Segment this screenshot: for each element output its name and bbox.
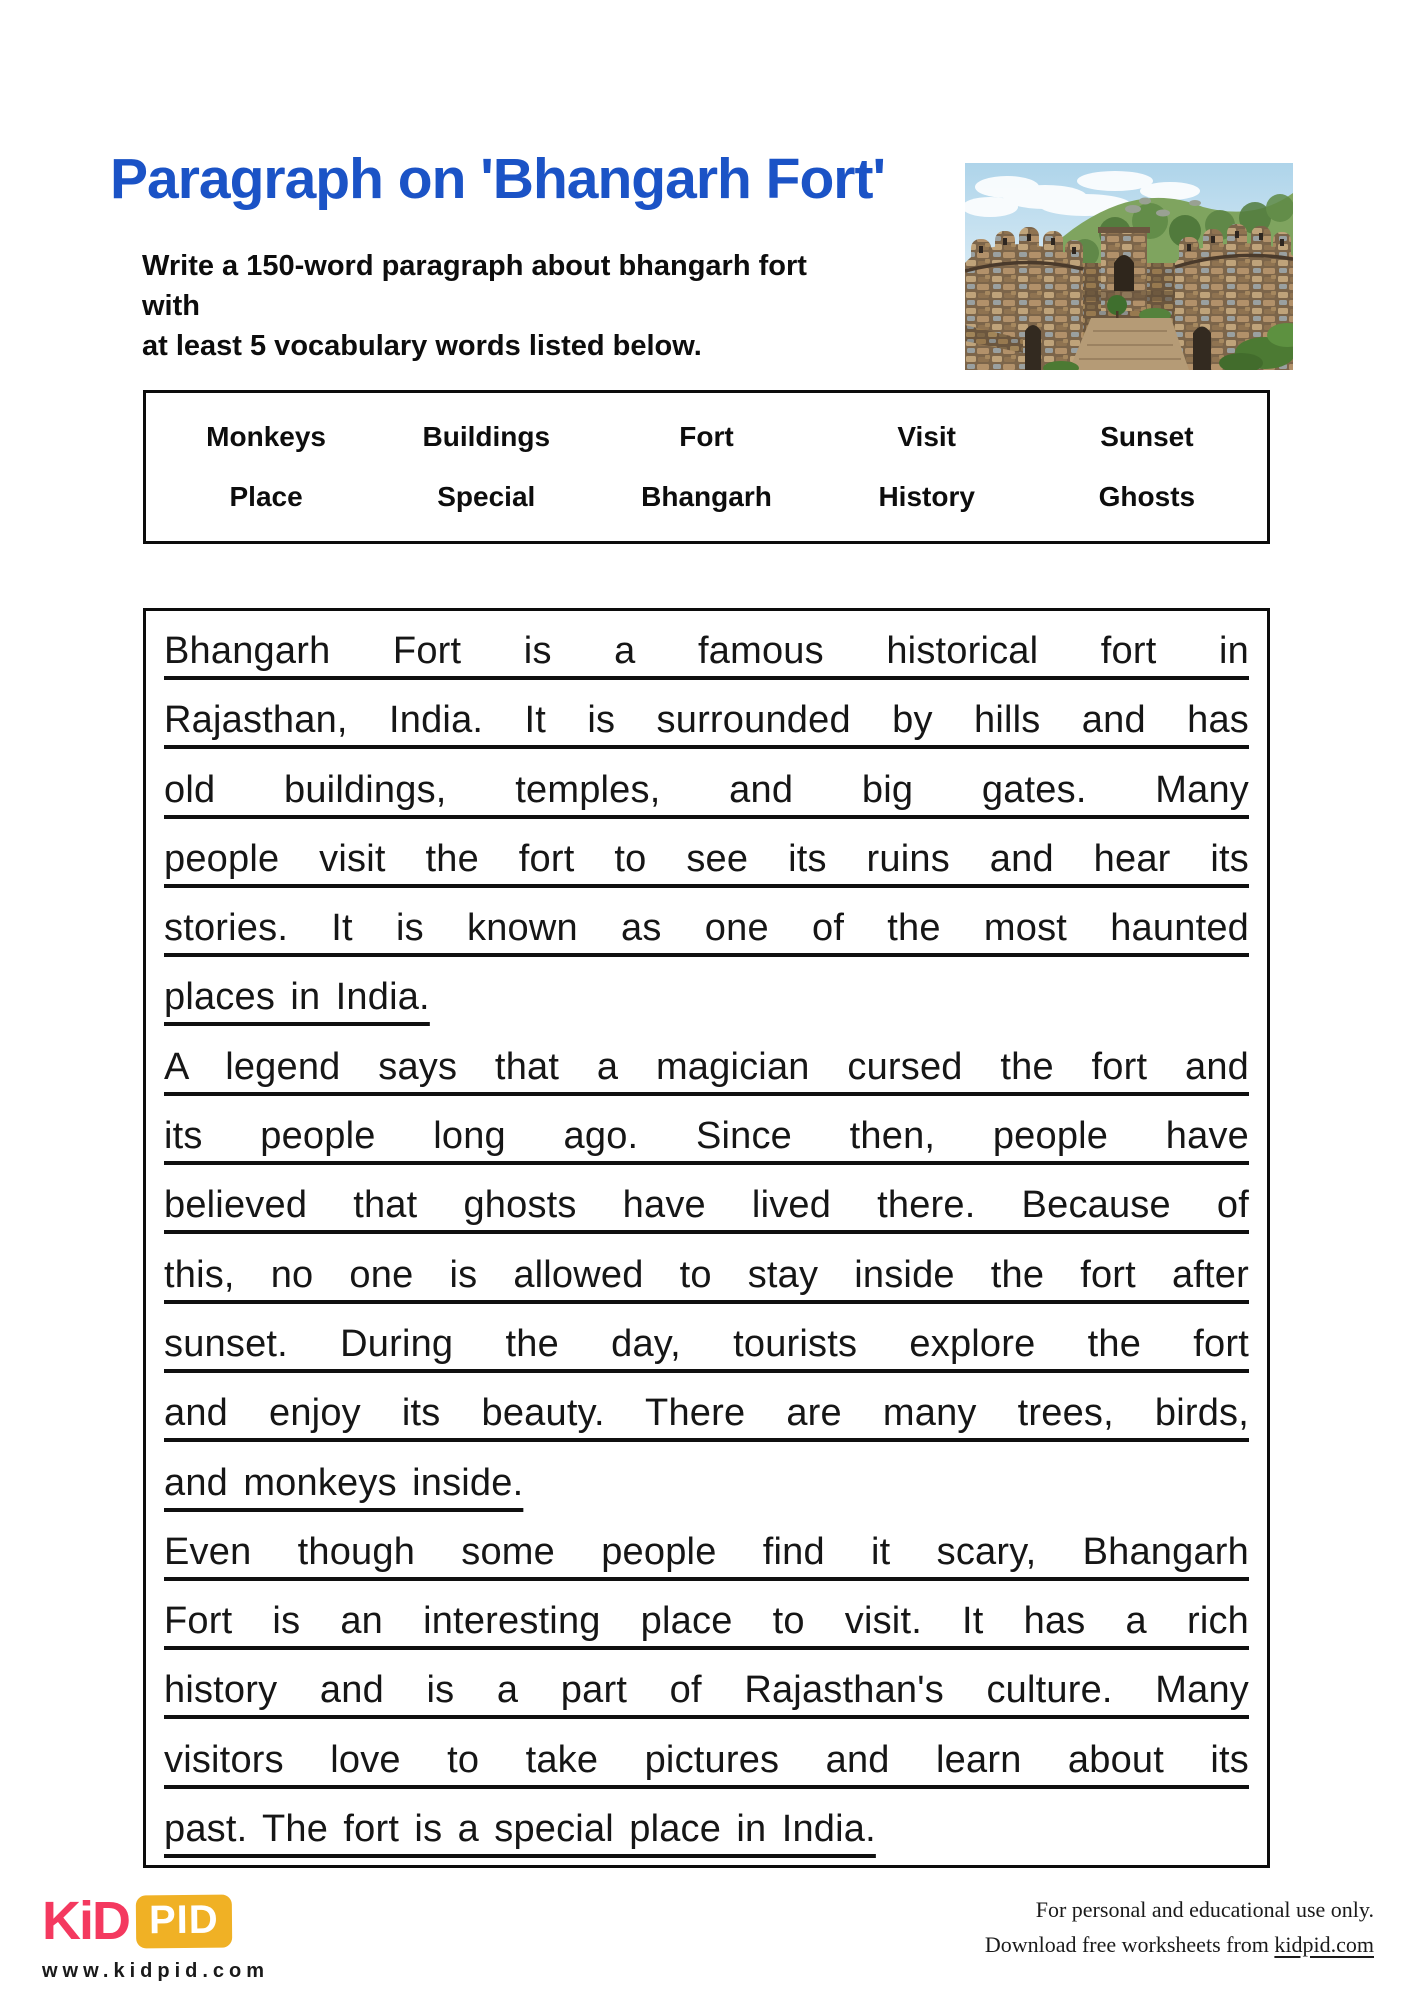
paragraph-line: and monkeys inside. xyxy=(164,1461,524,1504)
paragraph-line: places in India. xyxy=(164,976,430,1019)
vocab-word: Place xyxy=(229,481,303,512)
paragraph-writing-box xyxy=(143,608,1270,1868)
paragraph-line: visitors love to take pictures and learn about its xyxy=(164,1738,1249,1781)
paragraph-line: believed that ghosts have lived there. Because of xyxy=(164,1184,1249,1227)
paragraph-line: old buildings, temples, and big gates. Many xyxy=(164,768,1249,811)
paragraph-line: and enjoy its beauty. There are many trees, birds, xyxy=(164,1392,1249,1435)
paragraph-line: Even though some people find it scary, Bhangarh xyxy=(164,1530,1249,1573)
vocab-word: Sunset xyxy=(1100,421,1194,452)
vocab-word: Fort xyxy=(679,421,734,452)
paragraph-line: Fort is an interesting place to visit. It has a rich xyxy=(164,1600,1249,1643)
bhangarh-fort-photo xyxy=(965,163,1293,370)
paragraph-line: A legend says that a magician cursed the fort and xyxy=(164,1045,1249,1088)
paragraph-line: history and is a part of Rajasthan's culture. Many xyxy=(164,1669,1249,1712)
paragraph-line: past. The fort is a special place in India. xyxy=(164,1808,876,1851)
instructions xyxy=(142,246,862,366)
usage-note-line-2: Download free worksheets from kidpid.com xyxy=(984,1932,1374,1957)
paragraph-line: sunset. During the day, tourists explore the fort xyxy=(164,1322,1249,1365)
vocab-word: Buildings xyxy=(422,421,551,452)
vocab-word: History xyxy=(878,481,975,512)
paragraph-line: Rajasthan, India. It is surrounded by hills and has xyxy=(164,699,1249,742)
paragraph-line: its people long ago. Since then, people have xyxy=(164,1115,1249,1158)
vocab-word: Bhangarh xyxy=(641,481,772,512)
instruction-line-2: at least 5 vocabulary words listed below. xyxy=(142,330,702,362)
usage-note-line-1: For personal and educational use only. xyxy=(1035,1897,1374,1922)
usage-note xyxy=(985,1892,1374,1962)
paragraph-line: stories. It is known as one of the most haunted xyxy=(164,907,1249,950)
vocab-word: Monkeys xyxy=(206,421,326,452)
logo-kid-text: KiD xyxy=(42,1891,129,1951)
page-title: Paragraph on 'Bhangarh Fort' xyxy=(110,147,886,211)
vocabulary-box xyxy=(143,390,1270,544)
website-url: www.kidpid.com xyxy=(42,1960,270,1982)
paragraph-line: this, no one is allowed to stay inside the fort after xyxy=(164,1253,1249,1296)
vocab-word: Visit xyxy=(897,421,956,452)
kidpid-logo xyxy=(42,1890,269,1983)
kidpid-link[interactable]: kidpid.com xyxy=(1274,1932,1374,1957)
paragraph-line: Bhangarh Fort is a famous historical fort in xyxy=(164,630,1249,672)
fort-illustration xyxy=(965,163,1293,370)
instruction-line-1: Write a 150-word paragraph about bhangarh fort with xyxy=(142,250,807,322)
paragraph-line: people visit the fort to see its ruins and hear its xyxy=(164,837,1249,880)
logo-pid-badge: PID xyxy=(136,1894,232,1948)
vocab-word: Ghosts xyxy=(1098,481,1196,512)
vocab-word: Special xyxy=(437,481,536,512)
